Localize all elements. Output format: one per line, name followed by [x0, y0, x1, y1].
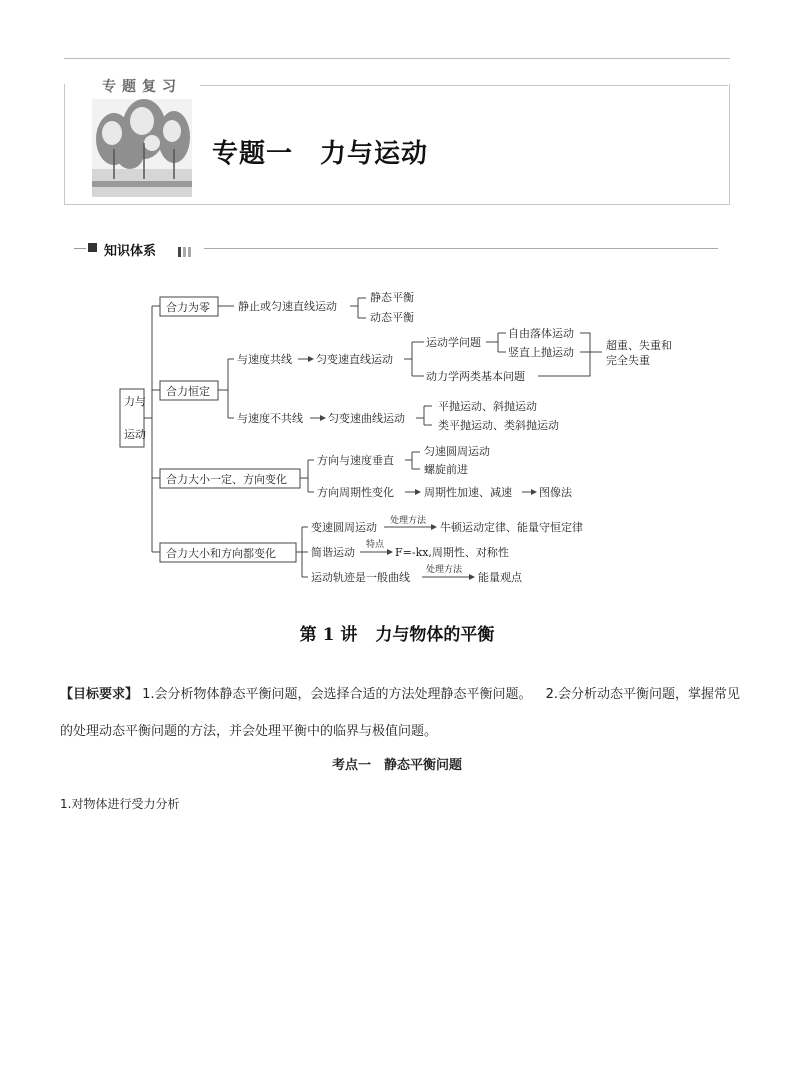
- newton-energy: 牛顿运动定律、能量守恒定律: [440, 521, 583, 534]
- energy-view: 能量观点: [478, 571, 522, 584]
- periodic-accel: 周期性加速、减速: [424, 486, 512, 499]
- vertical-throw: 竖直上抛运动: [508, 346, 574, 359]
- objectives-label: 【目标要求】: [60, 687, 139, 702]
- branch-fixed-magnitude: 合力大小一定、方向变化: [166, 473, 287, 486]
- header-rule-left: [74, 248, 86, 249]
- branch-constant: 合力恒定: [166, 385, 210, 398]
- lecture-title: [0, 620, 794, 645]
- overweight-1: 超重、失重和: [606, 339, 672, 352]
- series-label: 专题复习: [98, 76, 186, 96]
- projectile: 平抛运动、斜抛运动: [438, 400, 537, 413]
- header-rule-right: [204, 248, 718, 249]
- branch-net-zero-path: 静止或匀速直线运动: [238, 300, 337, 313]
- winter-trees-image: [92, 99, 192, 197]
- periodic-cond: 方向周期性变化: [317, 486, 394, 499]
- method-label-1: 处理方法: [390, 516, 427, 526]
- uniform-linear: 匀变速直线运动: [316, 353, 393, 366]
- non-collinear-cond: 与速度不共线: [237, 412, 303, 425]
- topic-title: 专题一 力与运动: [212, 139, 429, 169]
- concept-map: [100, 280, 720, 590]
- banner-top-rule: [64, 58, 730, 59]
- objective-1: 1.会分析物体静态平衡问题，会选择合适的方法处理静态平衡问题。: [142, 687, 532, 702]
- lecture-number: 第 1 讲: [299, 625, 358, 645]
- method-label-2: 处理方法: [426, 565, 463, 575]
- collinear-cond: 与速度共线: [237, 353, 292, 366]
- general-curve: 运动轨迹是一般曲线: [311, 571, 410, 584]
- root-label-2: 运动: [124, 428, 146, 441]
- branch-net-zero: 合力为零: [166, 301, 210, 314]
- uniform-curve: 匀变速曲线运动: [328, 412, 405, 425]
- perp-cond: 方向与速度垂直: [317, 454, 394, 467]
- shm: 简谐运动: [311, 546, 355, 559]
- series-rule: [200, 85, 728, 86]
- section-heading: 1.对物体进行受力分析: [60, 797, 180, 811]
- uniform-circle: 匀速圆周运动: [424, 445, 490, 458]
- shm-feature: F=-kx,周期性、对称性: [395, 546, 509, 559]
- feature-label: 特点: [366, 540, 385, 550]
- spiral: 螺旋前进: [424, 463, 468, 476]
- objective-2: 2.会分析动态平衡问题，掌握常见的处理动态平衡问题的方法，并会处理平衡中的临界与极值问题。: [60, 687, 740, 739]
- dynamics-problem: 动力学两类基本问题: [426, 370, 525, 383]
- overweight-2: 完全失重: [606, 354, 650, 367]
- quasi-projectile: 类平抛运动、类斜抛运动: [438, 419, 559, 432]
- kinematics-problem: 运动学问题: [426, 336, 481, 349]
- root-label-1: 力与: [124, 395, 146, 408]
- knowledge-system-heading: 知识体系: [104, 244, 157, 259]
- exam-point-title: 考点一 静态平衡问题: [331, 758, 462, 773]
- variable-circle: 变速圆周运动: [311, 521, 377, 534]
- free-fall: 自由落体运动: [508, 327, 574, 340]
- graph-method: 图像法: [539, 486, 572, 499]
- dynamic-balance: 动态平衡: [370, 311, 414, 324]
- bars-icon: [178, 242, 193, 261]
- lecture-name: 力与物体的平衡: [375, 625, 495, 645]
- branch-varying: 合力大小和方向都变化: [166, 547, 276, 560]
- square-bullet-icon: [88, 243, 97, 252]
- objectives: [60, 676, 740, 750]
- static-balance: 静态平衡: [370, 291, 414, 304]
